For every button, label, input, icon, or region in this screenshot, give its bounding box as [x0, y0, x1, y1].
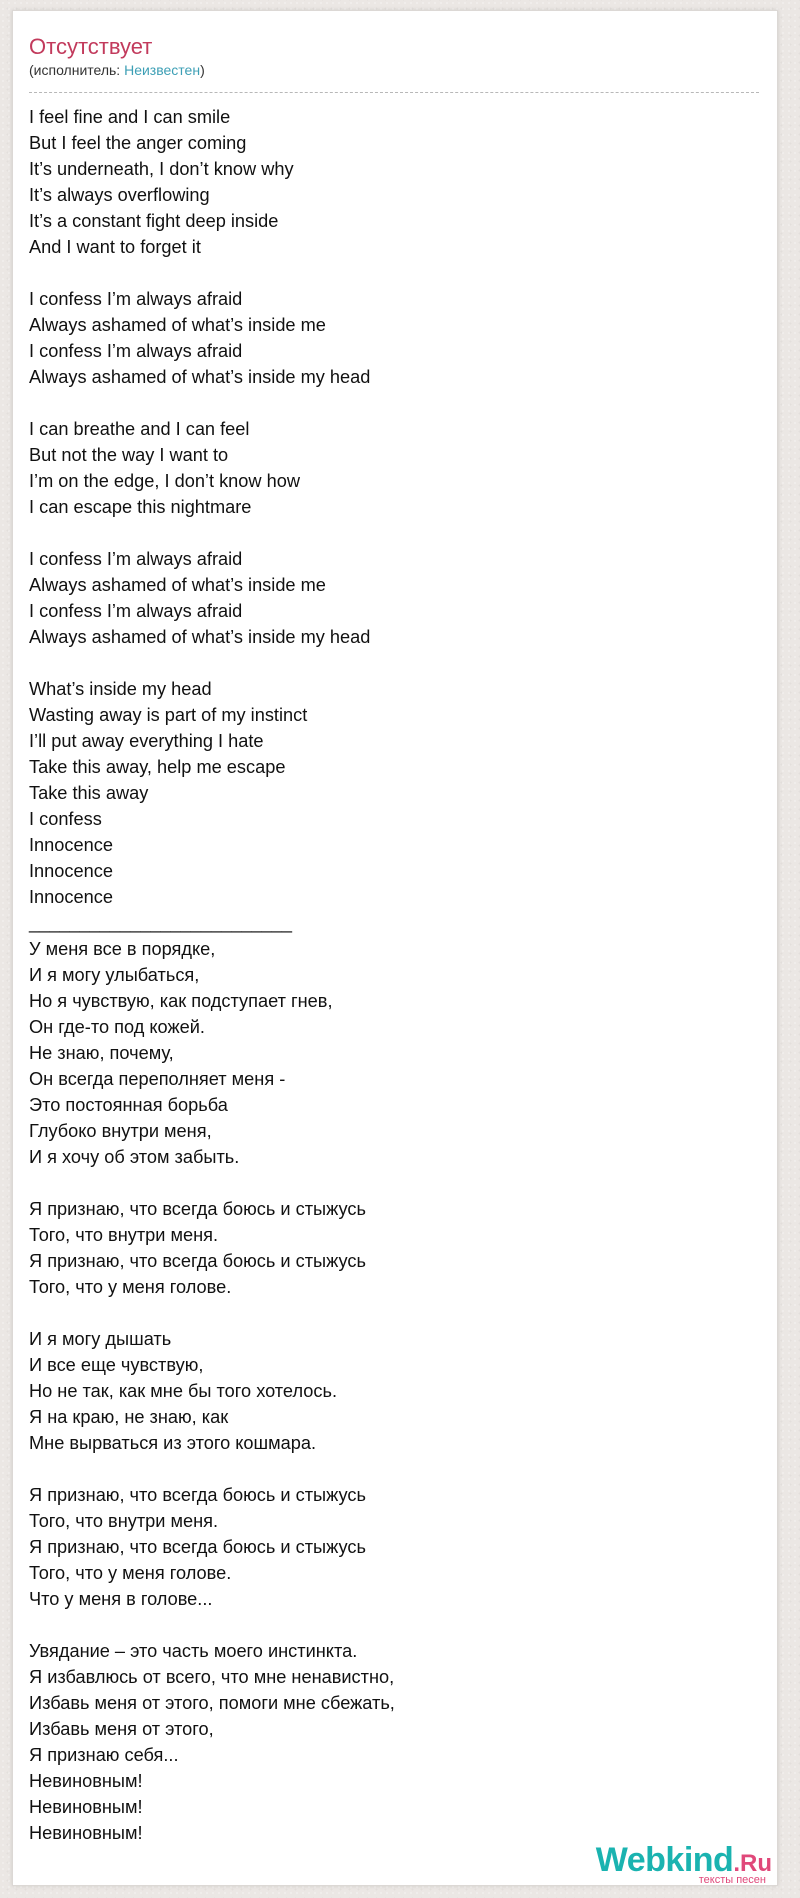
artist-link[interactable]: Неизвестен	[124, 62, 201, 78]
lyric-blank-line	[29, 390, 759, 416]
lyric-line: But not the way I want to	[29, 445, 229, 465]
lyric-line: I can escape this nightmare	[29, 497, 252, 517]
lyric-line: Невиновным!	[29, 1823, 143, 1843]
lyric-line: Wasting away is part of my instinct	[29, 705, 308, 725]
lyric-line: У меня все в порядке,	[29, 939, 216, 959]
lyric-line: Я признаю, что всегда боюсь и стыжусь	[29, 1485, 366, 1505]
lyric-line: Innocence	[29, 887, 113, 907]
lyric-line: It’s always overflowing	[29, 185, 210, 205]
artist-suffix: )	[200, 62, 205, 78]
lyric-line: Избавь меня от этого, помоги мне сбежать,	[29, 1693, 395, 1713]
artist-line	[29, 61, 759, 79]
lyric-line: Take this away	[29, 783, 149, 803]
lyric-line: Take this away, help me escape	[29, 757, 286, 777]
lyric-line: Глубоко внутри меня,	[29, 1121, 212, 1141]
lyric-line: Я признаю себя...	[29, 1745, 179, 1765]
lyric-line: Innocence	[29, 835, 113, 855]
lyric-line: I feel fine and I can smile	[29, 107, 231, 127]
lyric-line: I can breathe and I can feel	[29, 419, 250, 439]
lyric-line: И все еще чувствую,	[29, 1355, 204, 1375]
lyric-blank-line	[29, 1456, 759, 1482]
lyric-line: Always ashamed of what’s inside me	[29, 315, 326, 335]
lyric-line: I’m on the edge, I don’t know how	[29, 471, 300, 491]
header-divider	[29, 92, 759, 93]
lyric-line: Избавь меня от этого,	[29, 1719, 214, 1739]
lyric-line: И я хочу об этом забыть.	[29, 1147, 240, 1167]
lyric-line: Я признаю, что всегда боюсь и стыжусь	[29, 1199, 366, 1219]
lyric-line: И я могу дышать	[29, 1329, 172, 1349]
song-header	[29, 34, 759, 79]
lyric-line: And I want to forget it	[29, 237, 201, 257]
artist-prefix: (исполнитель:	[29, 62, 125, 78]
lyric-line: Always ashamed of what’s inside my head	[29, 367, 371, 387]
lyric-line: Того, что у меня голове.	[29, 1277, 232, 1297]
lyric-line: Я на краю, не знаю, как	[29, 1407, 229, 1427]
lyric-line: Always ashamed of what’s inside my head	[29, 627, 371, 647]
lyric-line: Он где-то под кожей.	[29, 1017, 205, 1037]
lyric-line: Того, что у меня голове.	[29, 1563, 232, 1583]
lyric-line: Это постоянная борьба	[29, 1095, 228, 1115]
lyric-line: Невиновным!	[29, 1797, 143, 1817]
logo-suffix-text: .Ru	[733, 1850, 772, 1877]
lyric-line: Я признаю, что всегда боюсь и стыжусь	[29, 1537, 366, 1557]
lyric-line: Я избавлюсь от всего, что мне ненавистно,	[29, 1667, 395, 1687]
lyric-line: Увядание – это часть моего инстинкта.	[29, 1641, 358, 1661]
lyric-line: Innocence	[29, 861, 113, 881]
lyric-line: Мне вырваться из этого кошмара.	[29, 1433, 317, 1453]
lyric-line: But I feel the anger coming	[29, 133, 247, 153]
lyric-line: Он всегда переполняет меня -	[29, 1069, 286, 1089]
logo-tagline: тексты песен	[698, 1874, 766, 1886]
logo-main-text: Webkind	[595, 1841, 734, 1879]
lyric-blank-line	[29, 260, 759, 286]
lyric-line: I confess I’m always afraid	[29, 549, 243, 569]
lyric-blank-line	[29, 1612, 759, 1638]
lyric-blank-line	[29, 520, 759, 546]
lyrics-body	[29, 104, 759, 1846]
lyric-line: I confess	[29, 809, 102, 829]
song-title: Отсутствует	[29, 34, 153, 59]
lyric-line: И я могу улыбаться,	[29, 965, 200, 985]
lyric-line: Невиновным!	[29, 1771, 143, 1791]
site-logo[interactable]	[596, 1843, 772, 1886]
lyric-line: Того, что внутри меня.	[29, 1511, 219, 1531]
lyric-blank-line	[29, 650, 759, 676]
lyric-line: Не знаю, почему,	[29, 1043, 174, 1063]
lyric-line: It’s underneath, I don’t know why	[29, 159, 294, 179]
lyric-line: It’s a constant fight deep inside	[29, 211, 279, 231]
lyric-line: Always ashamed of what’s inside me	[29, 575, 326, 595]
lyric-line: Я признаю, что всегда боюсь и стыжусь	[29, 1251, 366, 1271]
lyric-line: What’s inside my head	[29, 679, 212, 699]
lyric-line: Но я чувствую, как подступает гнев,	[29, 991, 333, 1011]
lyric-line: Но не так, как мне бы того хотелось.	[29, 1381, 337, 1401]
lyric-line: Что у меня в голове...	[29, 1589, 213, 1609]
lyric-line: I’ll put away everything I hate	[29, 731, 264, 751]
lyric-line: Того, что внутри меня.	[29, 1225, 219, 1245]
lyric-line: I confess I’m always afraid	[29, 601, 243, 621]
lyric-line: I confess I’m always afraid	[29, 341, 243, 361]
lyric-line: I confess I’m always afraid	[29, 289, 243, 309]
lyric-blank-line	[29, 1170, 759, 1196]
lyric-line: __________________________	[29, 913, 292, 933]
lyric-blank-line	[29, 1300, 759, 1326]
